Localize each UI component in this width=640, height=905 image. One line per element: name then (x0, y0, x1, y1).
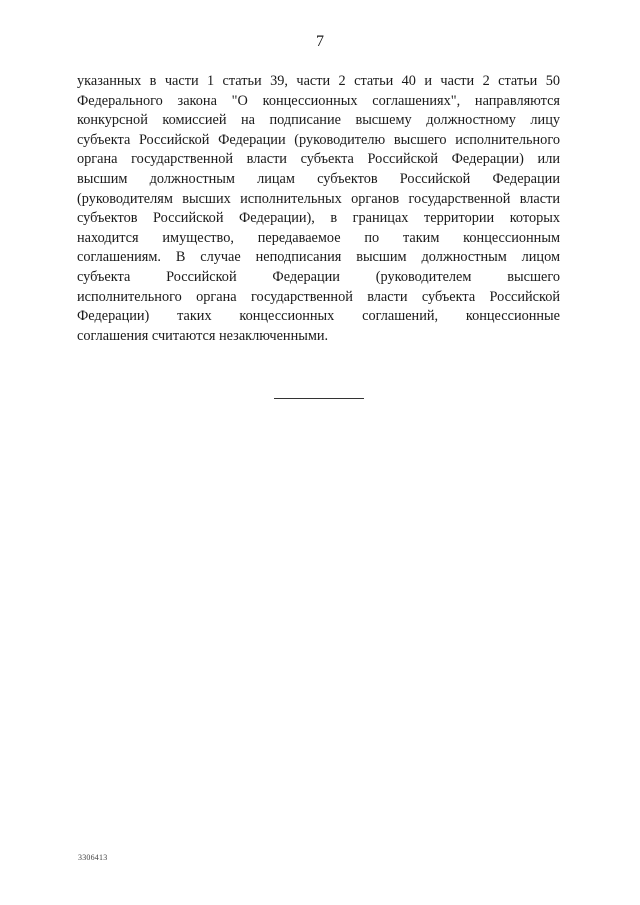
paragraph-line: указанных в части 1 статьи 39, части 2 статьи 40 и части 2 статьи 50 (77, 73, 560, 89)
paragraph-line: находится имущество, передаваемое по таким концессионным (77, 229, 560, 246)
paragraph-line: субъекта Российской Федерации (руководителем высшего (77, 268, 560, 285)
page-number: 7 (316, 33, 324, 50)
paragraph-line: соглашения считаются незаключенными. (77, 327, 329, 344)
end-of-text-divider (274, 398, 364, 399)
paragraph-line: конкурсной комиссией на подписание высшему должностному лицу (77, 112, 560, 129)
document-code: 3306413 (78, 853, 108, 862)
paragraph-line: органа государственной власти субъекта Российской Федерации) или (77, 151, 560, 168)
paragraph-line: высшим должностным лицам субъектов Российской Федерации (77, 170, 560, 187)
paragraph-line: Федерации) таких концессионных соглашений, концессионные (77, 308, 560, 325)
paragraph-line: соглашениям. В случае неподписания высшим должностным лицом (77, 249, 560, 266)
paragraph-line: субъектов Российской Федерации), в границах территории которых (77, 210, 560, 227)
paragraph-line: исполнительного органа государственной власти субъекта Российской (77, 288, 560, 305)
body-paragraph (77, 72, 560, 346)
paragraph-line: (руководителям высших исполнительных органов государственной власти (77, 190, 560, 207)
paragraph-line: Федерального закона "О концессионных соглашениях", направляются (77, 92, 560, 109)
paragraph-line: субъекта Российской Федерации (руководителю высшего исполнительного (77, 131, 560, 148)
